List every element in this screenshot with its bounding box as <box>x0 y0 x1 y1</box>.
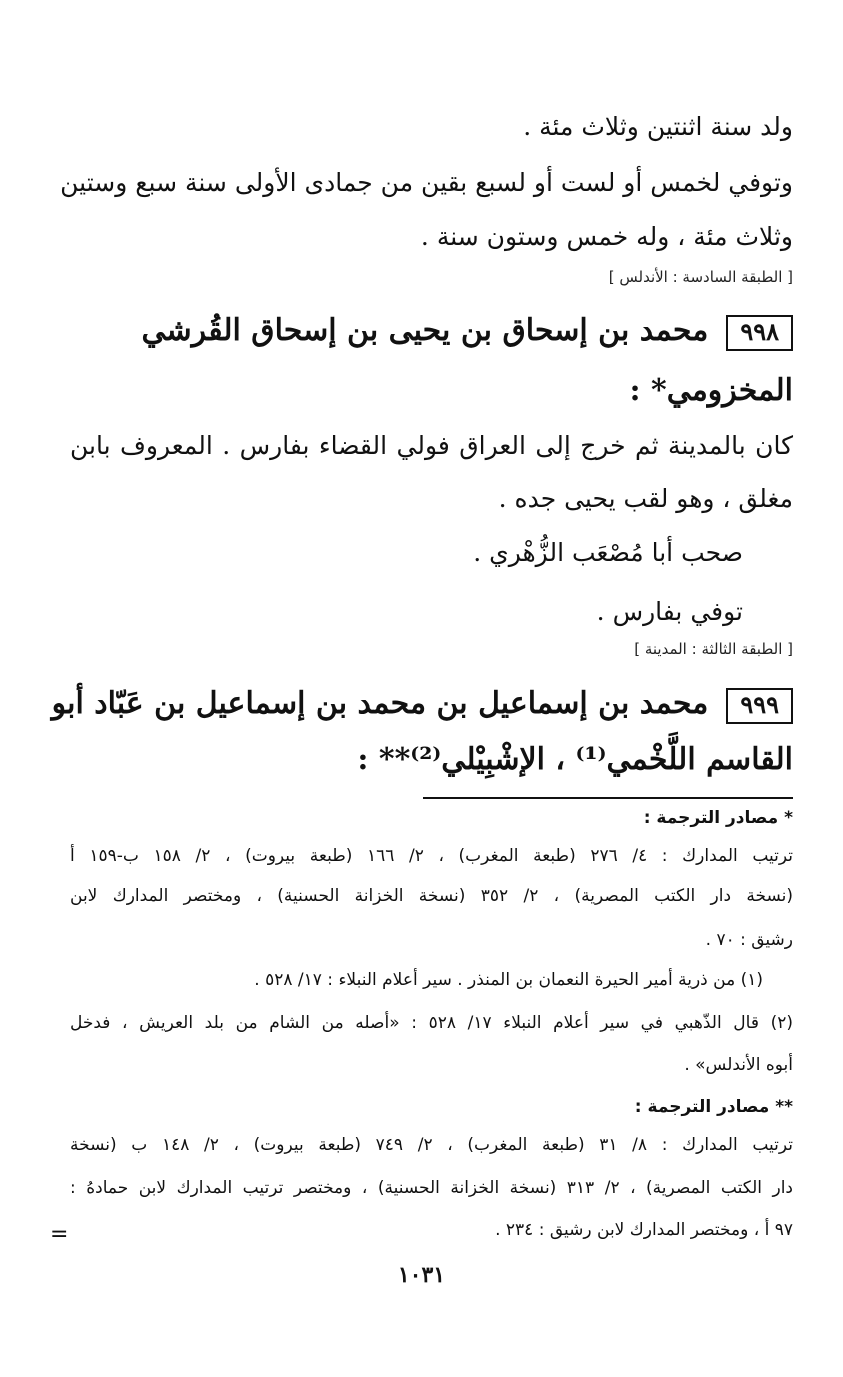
entry-heading-999-cont: القاسم اللَّخْمي⁽¹⁾ ، الإشْبِيْلي⁽²⁾** : <box>357 742 793 777</box>
sources-label: ** مصادر الترجمة : <box>634 1097 793 1117</box>
footnote-2: (٢) قال الذّهبي في سير أعلام النبلاء ١٧/ ٥٢٨ : «أصله من الشام من بلد العريش ، فدخل <box>70 1013 794 1033</box>
entry-title-999: محمد بن إسماعيل بن محمد بن إسماعيل بن عَبّاد أبو <box>51 686 709 721</box>
entry-heading-998-cont: المخزومي* : <box>629 373 793 408</box>
entry-heading-998 <box>70 313 793 351</box>
sources-label: * مصادر الترجمة : <box>643 808 793 828</box>
page-number: ١٠٣١ <box>397 1262 446 1288</box>
text-line-bio2: مغلق ، وهو لقب يحيى جده . <box>498 484 793 513</box>
footnote-line: دار الكتب المصرية) ، ٢/ ٣١٣ (نسخة الخزانة الحسنية) ، ومختصر ترتيب المدارك لابن حمادهُ : <box>70 1178 793 1198</box>
footnote-line: ترتيب المدارك : ٤/ ٢٧٦ (طبعة المغرب) ، ٢/ ١٦٦ (طبعة بيروت) ، ٢/ ١٥٨ ب-١٥٩ أ <box>70 846 794 866</box>
text-line-teacher: صحب أبا مُصْعَب الزُّهْري . <box>473 538 743 567</box>
footnote-2-cont: أبوه الأندلس» . <box>684 1055 793 1075</box>
footnote-line: ترتيب المدارك : ٨/ ٣١ (طبعة المغرب) ، ٢/ ٧٤٩ (طبعة بيروت) ، ٢/ ١٤٨ ب (نسخة <box>70 1135 794 1155</box>
footnote-line: ٩٧ أ ، ومختصر المدارك لابن رشيق : ٢٣٤ . <box>495 1220 793 1240</box>
entry-number-999: ٩٩٩ <box>726 688 793 724</box>
tabaqa-tag: [ الطبقة الثالثة : المدينة ] <box>634 640 793 658</box>
entry-number-998: ٩٩٨ <box>726 315 793 351</box>
footnote-divider <box>423 797 793 799</box>
entry-title-998: محمد بن إسحاق بن يحيى بن إسحاق القُرشي <box>141 313 709 348</box>
text-line-death: وتوفي لخمس أو لست أو لسبع بقين من جمادى الأولى سنة سبع وستين <box>60 168 793 197</box>
footnote-line: (نسخة دار الكتب المصرية) ، ٢/ ٣٥٢ (نسخة الخزانة الحسنية) ، ومختصر المدارك لابن <box>70 886 793 906</box>
entry-heading-999 <box>51 686 793 724</box>
footnote-line: رشيق : ٧٠ . <box>705 930 793 950</box>
footnote-1: (١) من ذرية أمير الحيرة النعمان بن المنذر . سير أعلام النبلاء : ١٧/ ٥٢٨ . <box>254 970 763 990</box>
text-line-birth: ولد سنة اثنتين وثلاث مئة . <box>523 112 793 141</box>
text-line-age: وثلاث مئة ، وله خمس وستون سنة . <box>420 222 793 251</box>
text-line-death2: توفي بفارس . <box>596 597 743 626</box>
tabaqa-tag: [ الطبقة السادسة : الأندلس ] <box>608 268 793 286</box>
margin-mark: = <box>50 1222 69 1247</box>
text-line-bio1: كان بالمدينة ثم خرج إلى العراق فولي القضاء بفارس . المعروف بابن <box>70 431 793 460</box>
